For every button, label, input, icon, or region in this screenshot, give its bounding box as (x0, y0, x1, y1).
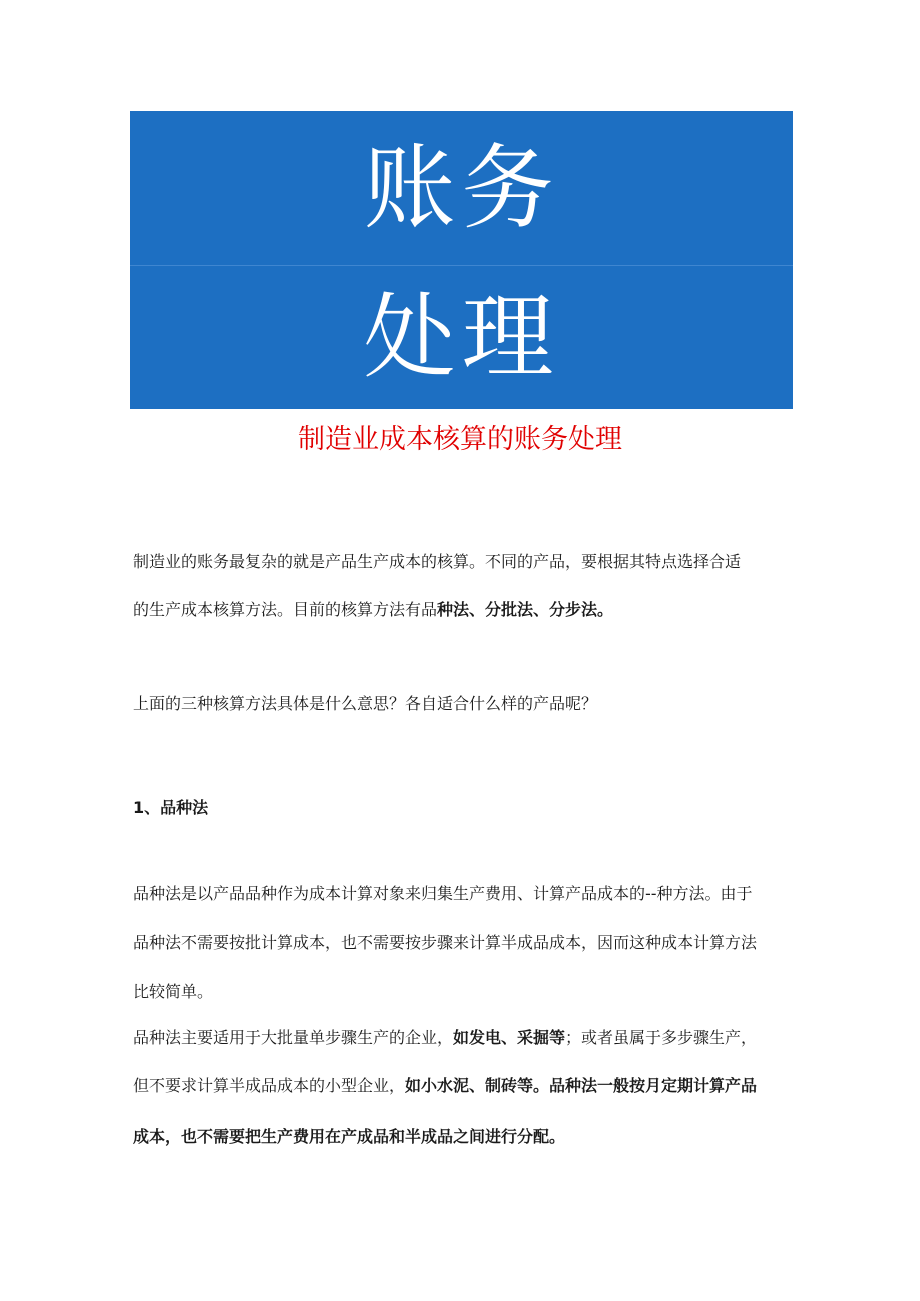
section1-para1-line1: 品种法是以产品品种作为成本计算对象来归集生产费用、计算产品成本的--种方法。由于 (133, 884, 753, 903)
section1-para2-line2 (133, 1073, 813, 1099)
para2-text-b: ；或者虽属于多步骤生产， (565, 1028, 758, 1047)
intro-line-2-text: 的生产成本核算方法。目前的核算方法有品 (133, 600, 438, 619)
intro-line-1: 制造业的账务最复杂的就是产品生产成本的核算。不同的产品，要根据其特点选择合适 (133, 552, 742, 571)
para2-bold-b: 如小水泥、制砖等。品种法一般按月定期计算产品 (405, 1076, 758, 1095)
document-title: 制造业成本核算的账务处理 (298, 424, 622, 455)
section1-para2-line1 (133, 1025, 813, 1051)
intro-line-2 (133, 597, 813, 623)
question-line: 上面的三种核算方法具体是什么意思？各自适合什么样的产品呢？ (133, 694, 598, 713)
section1-para2-line3: 成本，也不需要把生产费用在产成品和半成品之间进行分配。 (133, 1127, 566, 1146)
intro-methods-bold: 种法、分批法、分步法。 (437, 600, 614, 619)
para2-bold-a: 如发电、采掘等 (453, 1028, 566, 1047)
section1-para1-line2: 品种法不需要按批计算成本，也不需要按步骤来计算半成品成本，因而这种成本计算方法 (133, 933, 758, 952)
para2-text-a: 品种法主要适用于大批量单步骤生产的企业， (133, 1028, 454, 1047)
para2-text-c: 但不要求计算半成品成本的小型企业， (133, 1076, 406, 1095)
section1-para1-line3: 比较简单。 (133, 982, 214, 1001)
section-heading-1: 1、品种法 (133, 798, 209, 817)
banner-line-2: 处理 (363, 284, 560, 391)
banner-line-1: 账务 (363, 135, 560, 242)
